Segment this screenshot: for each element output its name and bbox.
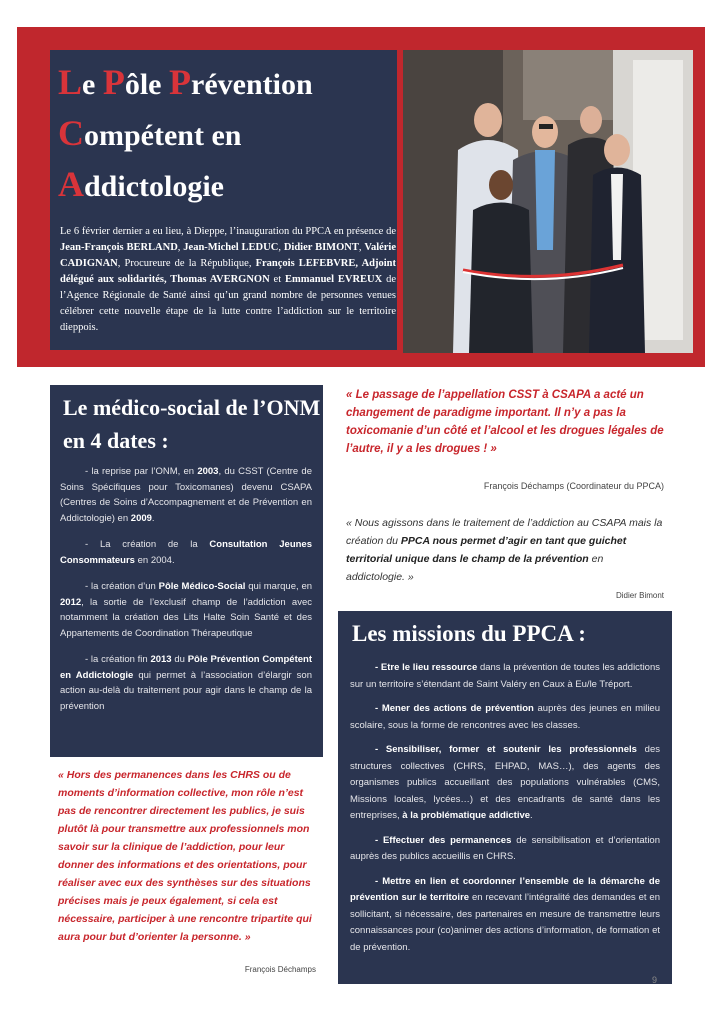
inauguration-photo	[403, 50, 693, 353]
list-item: - Effectuer des permanences de sensibilisation et d’orientation auprès des publics accueillis en CHRS.	[350, 834, 661, 862]
missions-list	[350, 660, 660, 964]
list-item: - la création d’un Pôle Médico-Social qui marque, en 2012, la sortie de l’exclusif champ de l’addiction avec notamment la création des Lits Halte Soin Santé et des Appartements de Coordination Thérapeutique	[60, 581, 313, 639]
page-title	[58, 58, 398, 211]
quote-csapa: « Le passage de l’appellation CSST à CSAPA a acté un changement de paradigme important. Il n’y a pas la toxicomanie d’un côté et l’alcool et les drogues légales de l’autre, il y a les drogues ! »	[346, 389, 664, 455]
list-item: - la reprise par l’ONM, en 2003, du CSST (Centre de Soins Spécifiques pour Toxicomanes) devenu CSAPA (Centres de Soins d’Accompagnement et de Prévention en Addictologie) en 2009.	[60, 466, 312, 524]
quote-ppca: « Nous agissons dans le traitement de l’addiction au CSAPA mais la création du PPCA nous permet d’agir en tant que guichet territorial unique dans le champ de la prévention en addictologie. »	[346, 517, 663, 583]
dates-heading: Le médico-social de l’ONM en 4 dates :	[63, 395, 321, 453]
hero-intro-text: Le 6 février dernier a eu lieu, à Dieppe, l’inauguration du PPCA en présence de Jean-François BERLAND, Jean-Michel LEDUC, Didier BIMONT, Valérie CADIGNAN, Procureure de la République, François LEFEBVRE, Adjoint délégué aux solidarités, Thomas AVERGNON et Emmanuel EVREUX de l’Agence Régionale de Santé ainsi qu’un grand nombre de personnes venues célébrer cette nouvelle étape de la lutte contre l’addiction sur le territoire dieppois.	[60, 226, 397, 333]
title-line: Addictologie	[58, 164, 224, 204]
page-number: 9	[652, 975, 658, 985]
quote-author: Didier Bimont	[615, 591, 664, 600]
missions-heading: Les missions du PPCA :	[352, 621, 586, 646]
dates-list	[60, 464, 312, 725]
title-line: Le Pôle Prévention	[58, 62, 313, 102]
quote-author: François Déchamps (Coordinateur du PPCA)	[483, 481, 664, 491]
list-item: - Mettre en lien et coordonner l’ensemble de la démarche de prévention sur le territoire en recevant l’intégralité des demandes et en sollicitant, si nécessaire, des partenaires en mesure de transmettre leurs connaissances pour (co)animer des actions d’information, de formation et de prévention.	[350, 875, 660, 953]
list-item: - Etre le lieu ressource dans la prévention de toutes les addictions sur un territoire s’étendant de Saint Valéry en Caux à Eu/le Tréport.	[350, 662, 660, 690]
list-item: - La création de la Consultation Jeunes Consommateurs en 2004.	[60, 539, 312, 566]
quote-author: François Déchamps	[244, 965, 316, 974]
title-line: Compétent en	[58, 113, 242, 153]
list-item: - la création fin 2013 du Pôle Prévention Compétent en Addictologie qui permet à l’association d’élargir son action au-delà du traitement pour agir dans le champ de la prévention	[60, 654, 312, 712]
quote-role: « Hors des permanences dans les CHRS ou de moments d’information collective, mon rôle n’est pas de rencontrer directement les publics, je suis plutôt là pour transmettre aux professionnels mon savoir sur la clinique de l’addiction, pour leur donner des informations et des orientations, pour réaliser avec eux des synthèses sur des situations précises mais je peux également, si cela est nécessaire, participer à une rencontre tripartite qui aura pour but d’orienter la personne. »	[58, 769, 312, 943]
list-item: - Mener des actions de prévention auprès des jeunes en milieu scolaire, sous la forme de rencontres avec les classes.	[350, 703, 660, 731]
list-item: - Sensibiliser, former et soutenir les professionnels des structures collectives (CHRS, EHPAD, MAS…), des agents des organismes publics accueillant des populations vulnérables (CMS, Missions locales, lycées…) et des encadrants de santé dans les entreprises, à la problématique addictive.	[350, 744, 660, 821]
